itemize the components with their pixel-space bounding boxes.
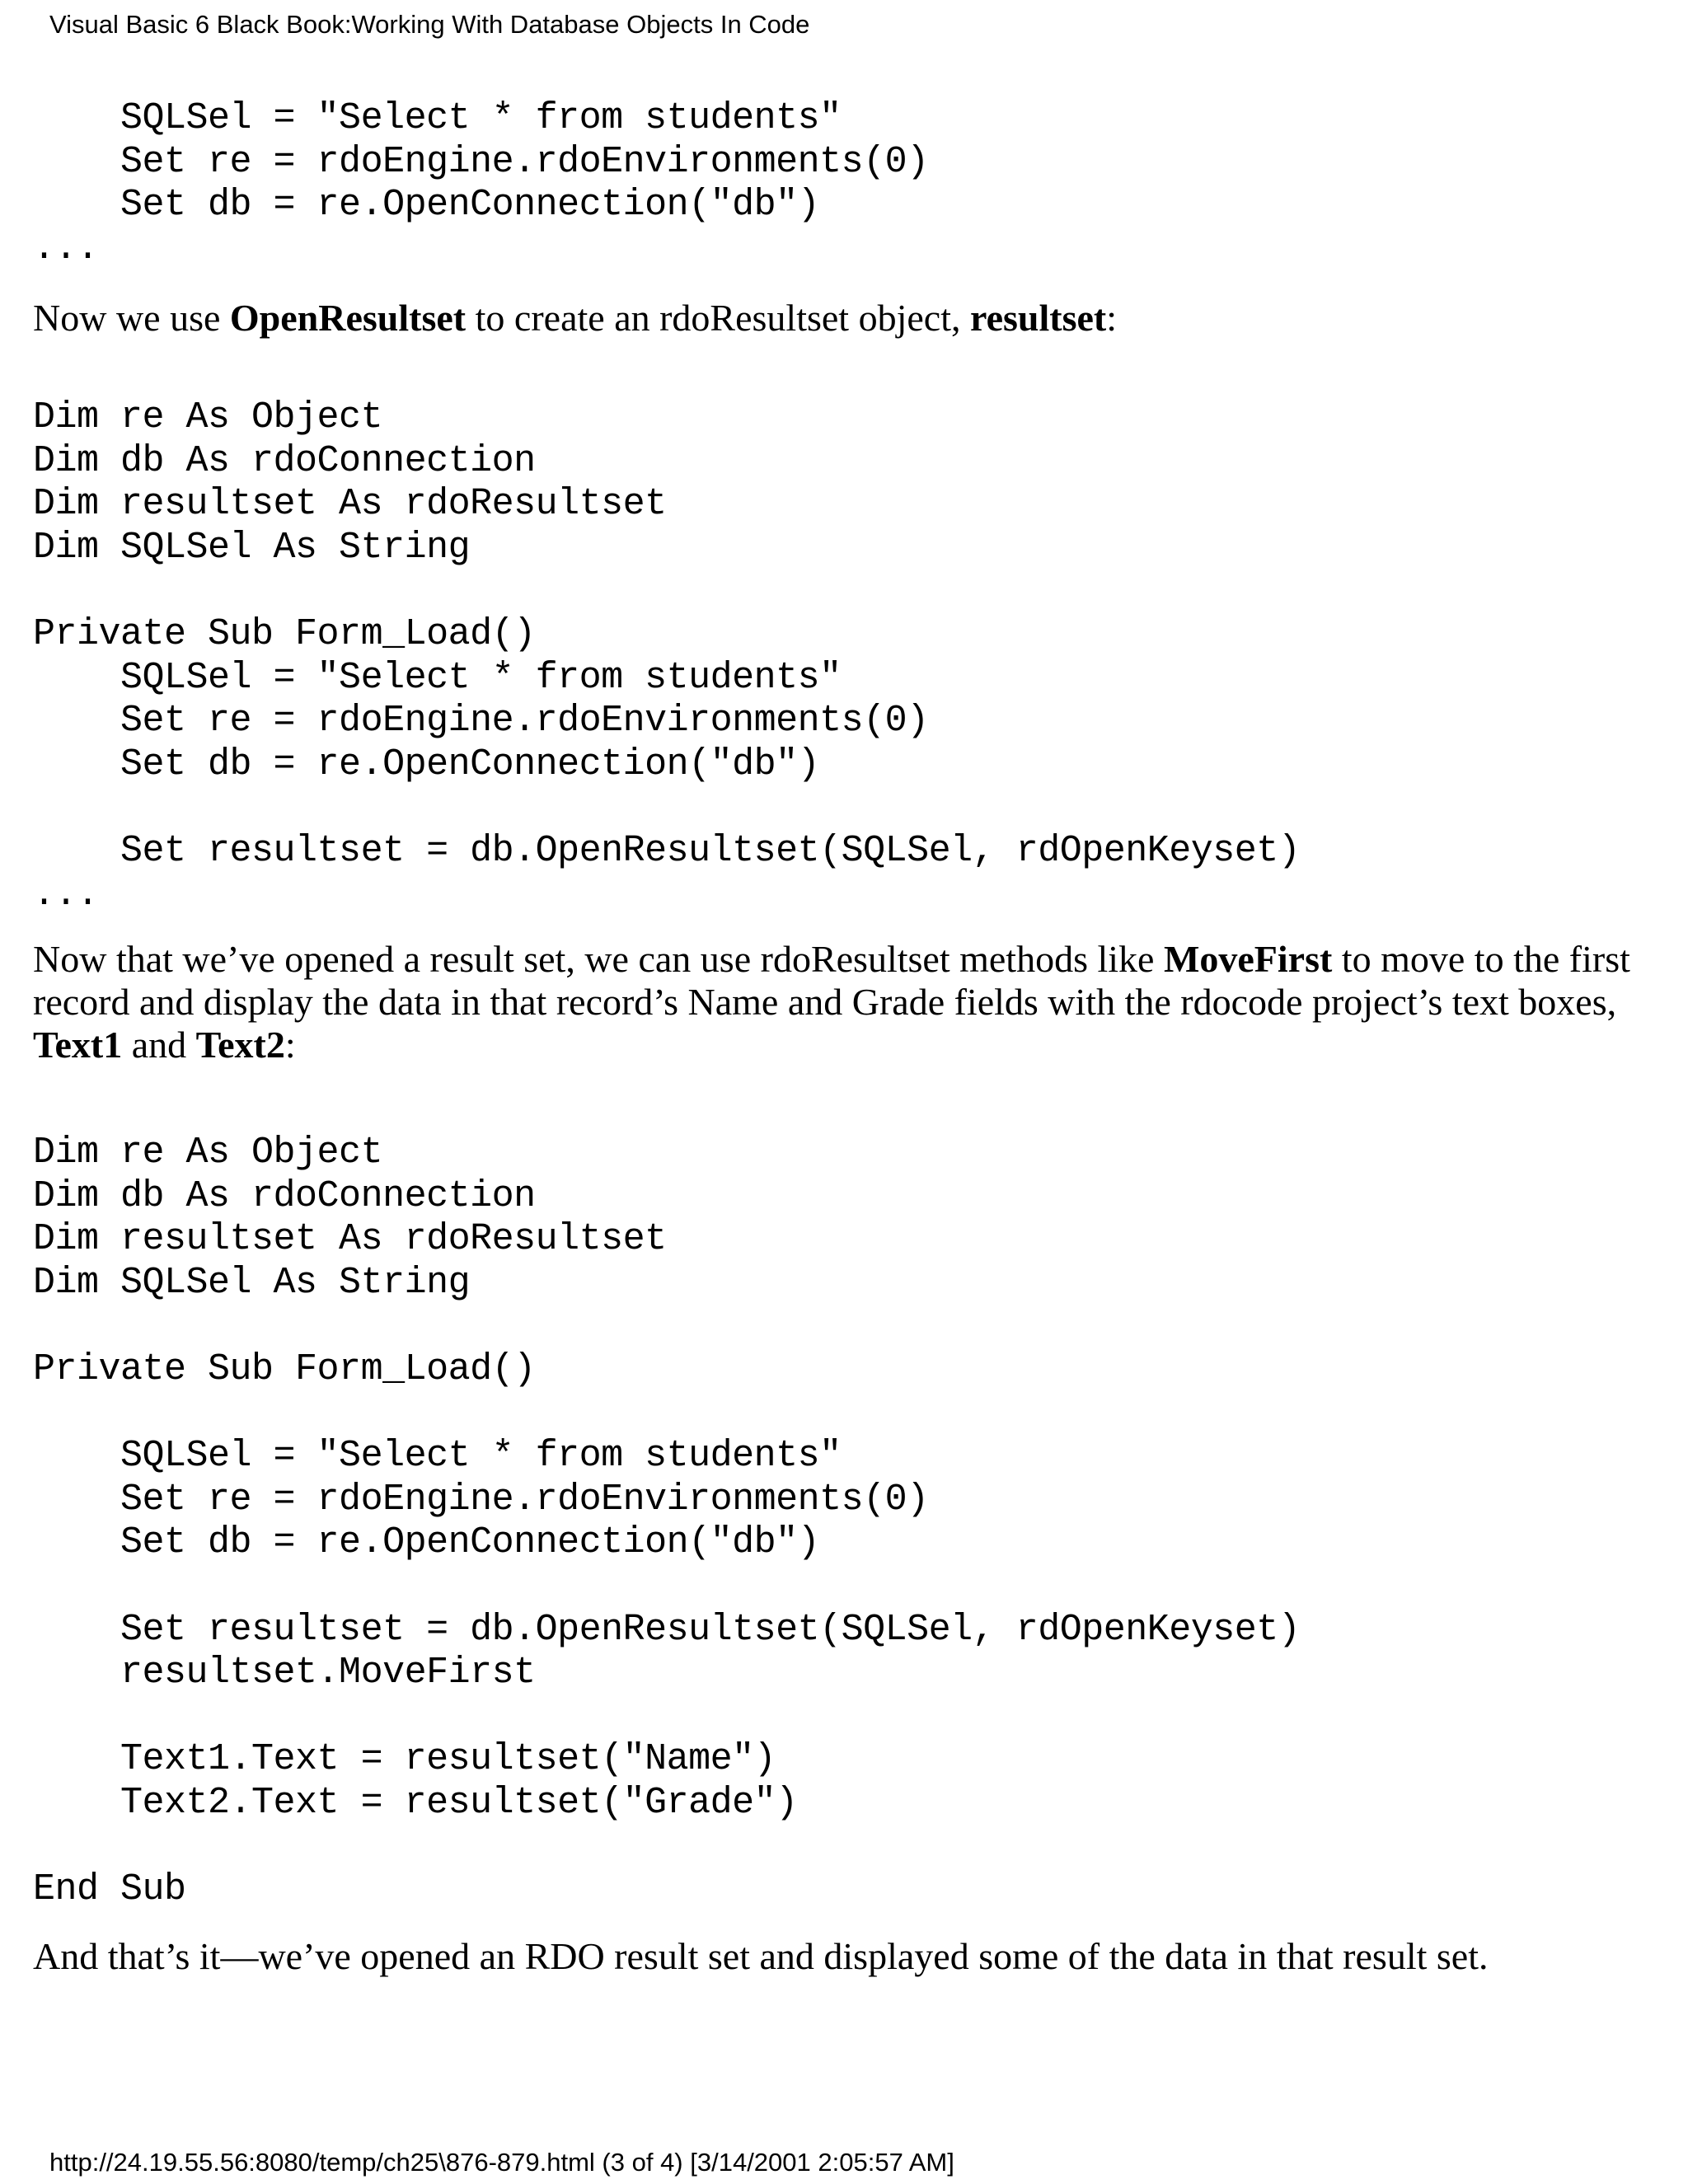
bold-term: Text2 (195, 1024, 285, 1066)
bold-term: Text1 (33, 1024, 123, 1066)
code-block-open-resultset: Dim re As Object Dim db As rdoConnection Dim resultset As rdoResultset Dim SQLSel As String Private Sub Form_Load() SQLSel = "Select * from students" Set re = rdoEngine.rdoEnvironments(0) Set db = re.OpenConnection("db") Set resultset = db.OpenResultset(SQLSel, rdOpenKeyset) ... (33, 396, 1301, 916)
text-span: to move to the first record and display the data in that record’s Name and Grade fields with the rdocode project’s text boxes, (33, 938, 1630, 1023)
bold-term: resultset (969, 297, 1107, 339)
paragraph-conclusion: And that’s it—we’ve opened an RDO result set and displayed some of the data in that result set. (33, 1935, 1489, 1977)
code-block-connection: SQLSel = "Select * from students" Set re = rdoEngine.rdoEnvironments(0) Set db = re.OpenConnection("db") ... (33, 97, 929, 269)
code-block-display-record: Dim re As Object Dim db As rdoConnection Dim resultset As rdoResultset Dim SQLSel As String Private Sub Form_Load() SQLSel = "Select * from students" Set re = rdoEngine.rdoEnvironments(0) Set db = re.OpenConnection("db") Set resultset = db.OpenResultset(SQLSel, rdOpenKeyset) resultset.MoveFirst Text1.Text = resultset("Name") Text2.Text = resultset("Grade") End Sub (33, 1132, 1301, 1911)
bold-term: MoveFirst (1163, 938, 1333, 980)
text-span: to create an rdoResultset object, (466, 297, 970, 339)
text-span: Now we use (33, 297, 230, 339)
bold-term: OpenResultset (229, 297, 467, 339)
page-footer-url: http://24.19.55.56:8080/temp/ch25\876-879.html (3 of 4) [3/14/2001 2:05:57 AM] (49, 2148, 954, 2177)
text-span: Now that we’ve opened a result set, we can use rdoResultset methods like (33, 938, 1164, 980)
paragraph-movefirst (33, 938, 1661, 1066)
text-span: and (122, 1024, 196, 1066)
paragraph-open-resultset (33, 297, 1661, 340)
text-span: : (1106, 297, 1117, 339)
text-span: : (284, 1024, 296, 1066)
page-header-title: Visual Basic 6 Black Book:Working With Database Objects In Code (49, 10, 810, 39)
